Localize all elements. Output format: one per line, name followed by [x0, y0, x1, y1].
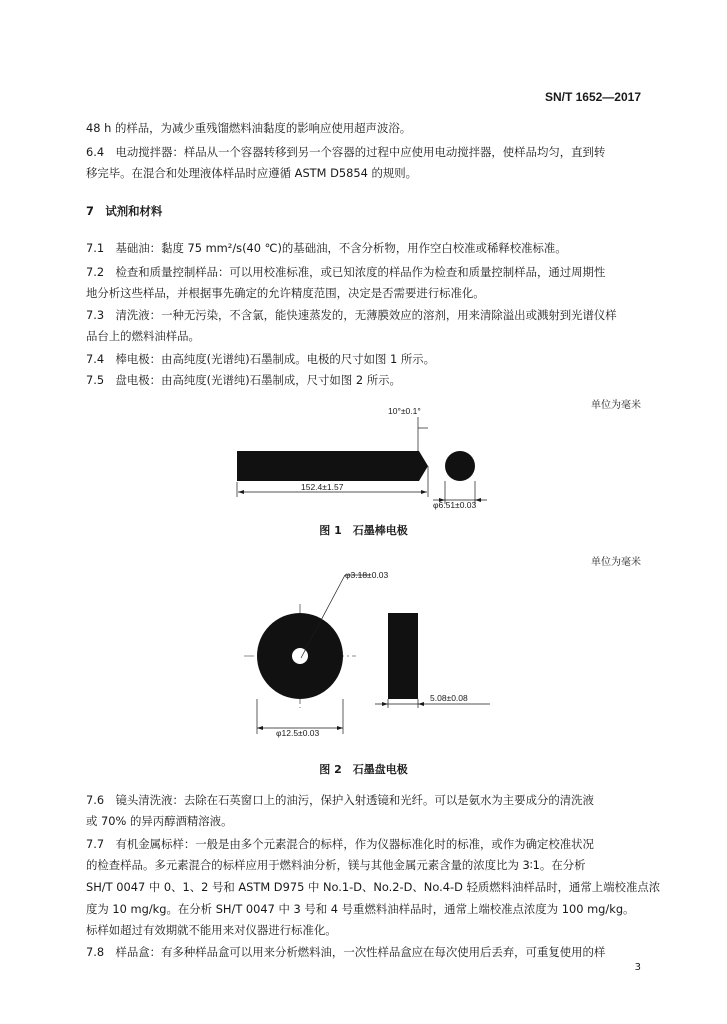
- standard-code: SN/T 1652—2017: [544, 90, 641, 104]
- paragraph-line: 7.2 检查和质量控制样品：可以用校准标准，或已知浓度的样品作为检查和质量控制样品，通过周期性: [86, 265, 606, 279]
- paragraph-line: 度为 10 mg/kg。在分析 SH/T 0047 中 3 号和 4 号重燃料油样品时，通常上端校准点浓度为 100 mg/kg。: [86, 902, 635, 916]
- angle-label: 10°±0.1°: [388, 406, 421, 416]
- paragraph-line: 或 70% 的异丙醇酒精溶液。: [86, 814, 233, 828]
- paragraph-line: 7.5 盘电极：由高纯度(光谱纯)石墨制成，尺寸如图 2 所示。: [86, 373, 401, 387]
- rod-electrode-figure: [237, 406, 487, 510]
- unit-note: 单位为毫米: [591, 400, 641, 411]
- paragraph-line: 7.8 样品盒：有多种样品盒可以用来分析燃料油，一次性样品盒应在每次使用后丢弃，可重复使用的样: [86, 945, 606, 959]
- disk-center-hole: [292, 648, 308, 664]
- paragraph-line: 的检查样品。多元素混合的标样应用于燃料油分析，镁与其他金属元素含量的浓度比为 3∶1。在分析: [86, 858, 586, 872]
- length-label: 152.4±1.57: [301, 482, 344, 492]
- figure1-caption: 图 1 石墨棒电极: [319, 524, 408, 537]
- paragraph-line: 7.6 镜头清洗液：去除在石英窗口上的油污，保护入射透镜和光纤。可以是氨水为主要成分的清洗液: [86, 793, 594, 807]
- diameter-label: φ6.51±0.03: [433, 500, 477, 510]
- paragraph-line: 6.4 电动搅拌器：样品从一个容器转移到另一个容器的过程中应使用电动搅拌器，使样品均匀，直到转: [86, 145, 606, 159]
- paragraph-line: SH/T 0047 中 0、1、2 号和 ASTM D975 中 No.1-D、No.2-D、No.4-D 轻质燃料油样品时，通常上端校准点浓: [86, 880, 661, 894]
- disk-electrode-figure: [244, 570, 490, 738]
- figure2-caption: 图 2 石墨盘电极: [319, 763, 408, 776]
- paragraph-line: 7.4 棒电极：由高纯度(光谱纯)石墨制成。电极的尺寸如图 1 所示。: [86, 352, 436, 366]
- rod-body: [237, 451, 428, 481]
- paragraph-line: 移完毕。在混合和处理液体样品时应遵循 ASTM D5854 的规则。: [86, 166, 418, 180]
- outer-diameter-label: φ12.5±0.03: [276, 728, 320, 738]
- section-heading: 7 试剂和材料: [86, 204, 163, 218]
- paragraph-line: 48 h 的样品，为减少重残馏燃料油黏度的影响应使用超声波浴。: [86, 121, 412, 135]
- paragraph-line: 地分析这些样品，并根据事先确定的允许精度范围，决定是否需要进行标准化。: [86, 286, 485, 300]
- paragraph-line: 7.3 清洗液：一种无污染，不含氯，能快速蒸发的，无薄膜效应的溶剂，用来清除溢出或溅射到光谱仪样: [86, 308, 617, 322]
- paragraph-line: 7.1 基础油：黏度 75 mm²/s(40 ℃)的基础油，不含分析物，用作空白校准或稀释校准标准。: [86, 241, 567, 255]
- paragraph-line: 品台上的燃料油样品。: [86, 329, 200, 343]
- unit-note: 单位为毫米: [591, 557, 641, 568]
- paragraph-line: 标样如超过有效期就不能用来对仪器进行标准化。: [86, 923, 337, 937]
- rod-cross-section: [445, 451, 475, 481]
- thickness-label: 5.08±0.08: [430, 693, 468, 703]
- page-number: 3: [634, 962, 641, 973]
- disk-side-view: [388, 613, 418, 699]
- paragraph-line: 7.7 有机金属标样：一般是由多个元素混合的标样，作为仪器标准化时的标准，或作为确定校准状况: [86, 837, 594, 851]
- hole-diameter-label: φ3.18±0.03: [345, 570, 389, 580]
